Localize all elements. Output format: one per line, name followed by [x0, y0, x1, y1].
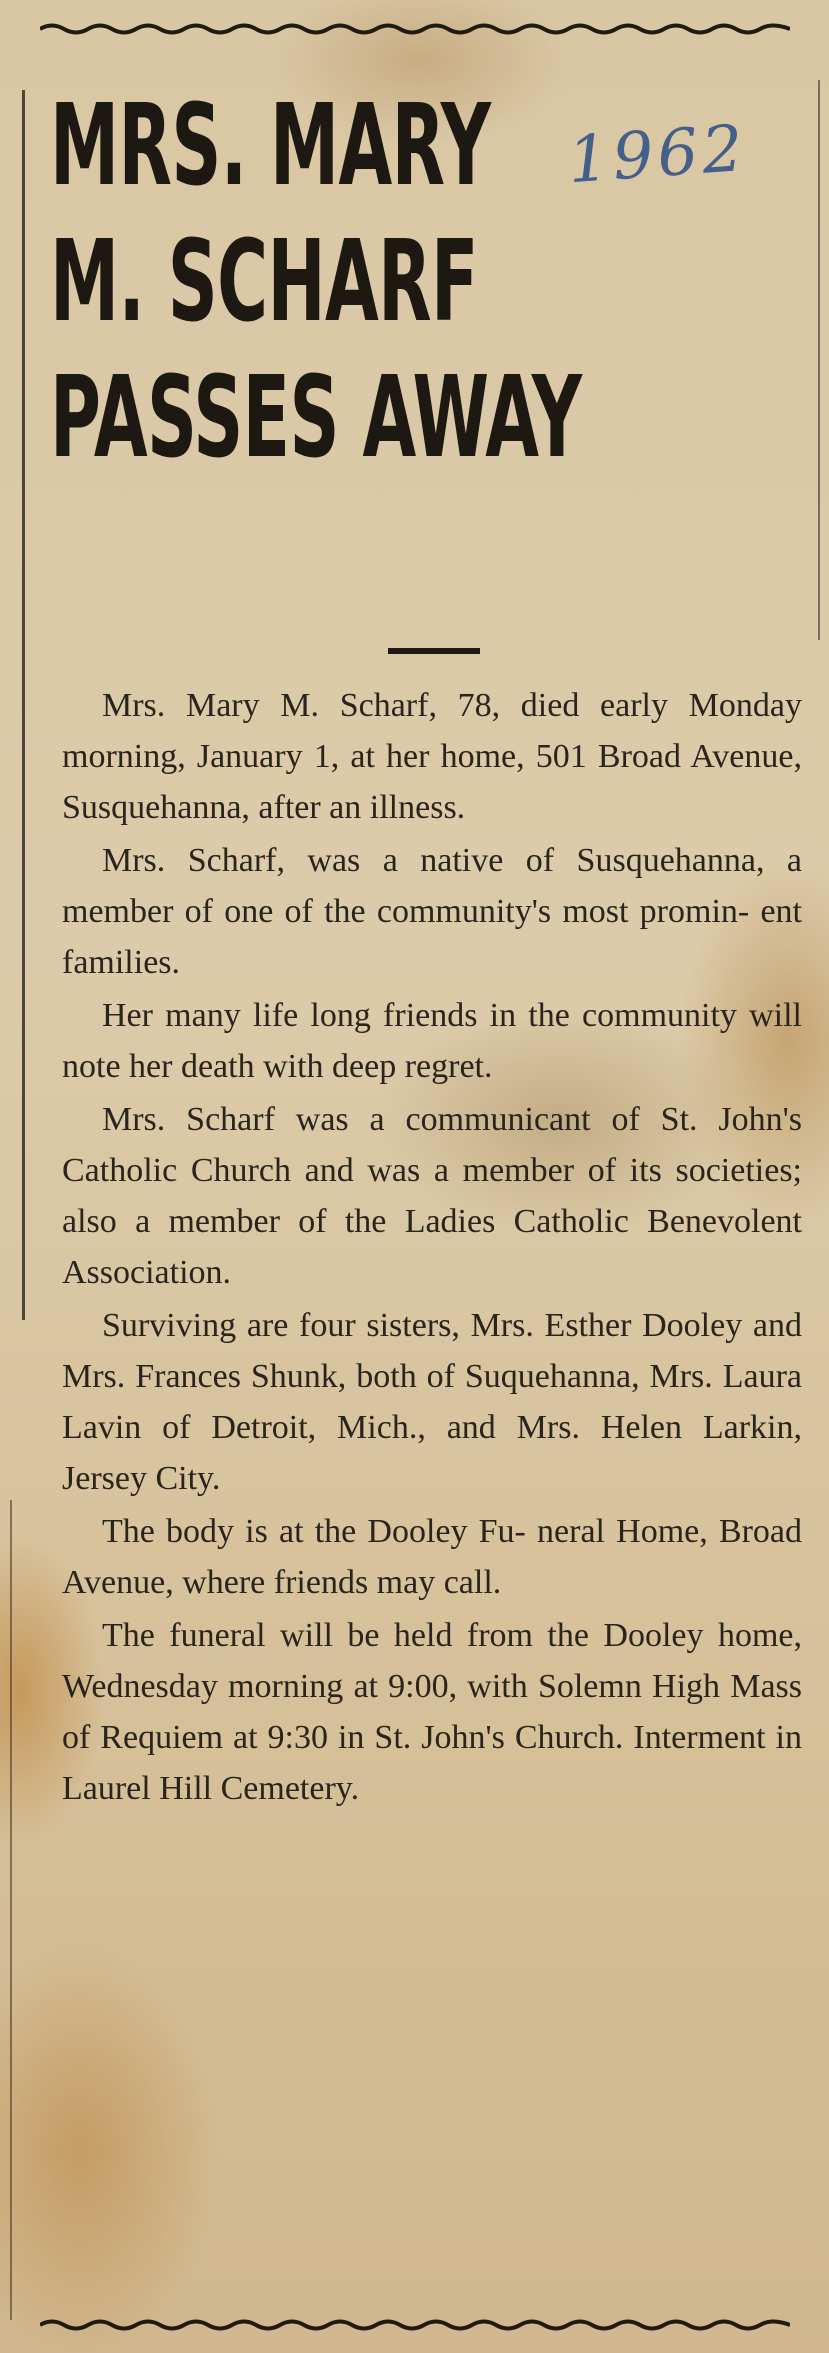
top-ornamental-rule: [40, 22, 790, 36]
article-body: [62, 680, 802, 1816]
article-paragraph: Surviving are four sisters, Mrs. Esther Dooley and Mrs. Frances Shunk, both of Suquehanna, Mrs. Laura Lavin of Detroit, Mich., and Mrs. Helen Larkin, Jersey City.: [62, 1307, 802, 1497]
left-column-rule: [22, 90, 25, 1320]
headline: [50, 78, 582, 486]
article-paragraph: Mrs. Scharf was a communicant of St. John's Catholic Church and was a member of its societies; also a member of the Ladies Catholic Benevolent Association.: [62, 1101, 802, 1291]
article-paragraph: Mrs. Mary M. Scharf, 78, died early Monday morning, January 1, at her home, 501 Broad Avenue, Susquehanna, after an illness.: [62, 687, 802, 826]
article-paragraph: The body is at the Dooley Fu- neral Home, Broad Avenue, where friends may call.: [62, 1513, 802, 1601]
article-paragraph: Her many life long friends in the community will note her death with deep regret.: [62, 997, 802, 1085]
handwritten-year-note: 1962: [565, 111, 750, 199]
headline-line-2: M. SCHARF: [50, 217, 478, 347]
left-edge-rule: [10, 1500, 12, 2320]
headline-line-1: MRS. MARY: [50, 81, 491, 211]
right-column-rule: [818, 80, 820, 640]
bottom-ornamental-rule: [40, 2318, 790, 2332]
article-paragraph: Mrs. Scharf, was a native of Susquehanna, a member of one of the community's most promin- ent families.: [62, 842, 802, 981]
headline-divider: [388, 648, 480, 654]
article-paragraph: The funeral will be held from the Dooley home, Wednesday morning at 9:00, with Solemn High Mass of Requiem at 9:30 in St. John's Church. Interment in Laurel Hill Cemetery.: [62, 1617, 802, 1807]
headline-line-3: PASSES AWAY: [50, 353, 582, 483]
